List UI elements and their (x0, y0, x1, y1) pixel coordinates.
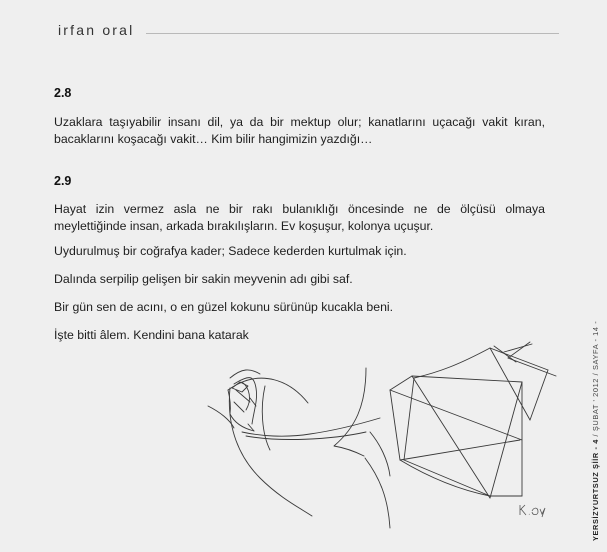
section-number-2-8: 2.8 (54, 86, 72, 100)
section-2-9-paragraph-4: Bir gün sen de acını, o en güzel kokunu sürünüp kucakla beni. (54, 300, 394, 314)
side-credit (591, 321, 600, 541)
artist-signature (518, 502, 548, 518)
magazine-title: YERSİZYURTSUZ ŞİİR - 4 (591, 439, 600, 541)
section-2-9-paragraph-1: Hayat izin vermez asla ne bir rakı bulanıklığı öncesinde ne de ölçüsü olmaya meylettiğinde insan, arkada bırakılışların. Ev koşuşur, kolonya uçuşur. (54, 202, 545, 233)
section-2-9-paragraph-5: İşte bitti âlem. Kendini bana katarak (54, 328, 249, 342)
section-2-8-paragraph: Uzaklara taşıyabilir insanı dil, ya da bir mektup olur; kanatlarını uçacağı vakit kıran, bacaklarını koşacağı vakit… Kim bilir hangimizin yazdığı… (54, 115, 545, 146)
issue-details: / ŞUBAT ' 2012 / SAYFA - 14 - (591, 320, 600, 437)
header-rule (146, 33, 559, 34)
section-2-9-paragraph-2: Uydurulmuş bir coğrafya kader; Sadece kederden kurtulmak için. (54, 244, 407, 258)
section-number-2-9: 2.9 (54, 174, 72, 188)
author-name: irfan oral (58, 22, 135, 38)
section-2-9-paragraph-3: Dalında serpilip gelişen bir sakin meyvenin adı gibi saf. (54, 272, 353, 286)
line-drawing-illustration (190, 328, 570, 538)
